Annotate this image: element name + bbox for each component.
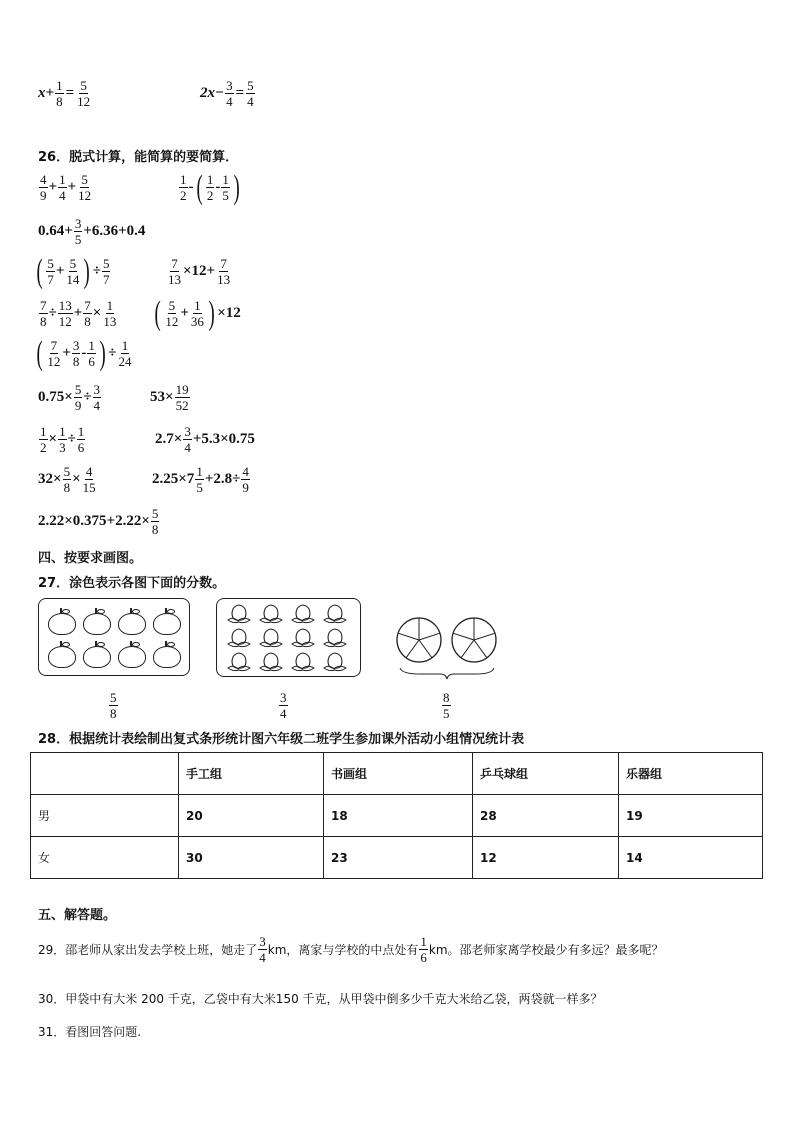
table-row bbox=[31, 795, 763, 837]
section-4-heading: 四、按要求画图。 bbox=[38, 551, 143, 566]
peach-icon bbox=[322, 603, 348, 625]
problem-7: ( $\frac{5}{12}$ + $\frac{1}{36}$ ) ×12 bbox=[154, 294, 241, 332]
fraction: $\frac{5}{4}$ bbox=[247, 78, 254, 109]
question-31: 31．看图回答问题. bbox=[38, 1025, 142, 1039]
question-27: 27．涂色表示各图下面的分数。 bbox=[38, 576, 226, 591]
table-header-cell bbox=[31, 753, 179, 795]
peach-icon bbox=[258, 651, 284, 673]
apple-icon bbox=[48, 646, 76, 668]
table-header-row bbox=[31, 753, 763, 795]
table-cell: 28 bbox=[473, 795, 619, 837]
peach-icon bbox=[258, 603, 284, 625]
problem-4: ( $\frac{5}{7}$ + $\frac{5}{14}$ ) ÷ $\frac{5}{7}$ bbox=[36, 252, 110, 290]
problem-6: $\frac{7}{8}$ ÷ $\frac{13}{12}$ + $\frac{7}{8}$ × $\frac{1}{13}$ bbox=[40, 298, 117, 329]
table-cell: 男 bbox=[31, 795, 179, 837]
table-cell: 14 bbox=[619, 837, 763, 879]
problem-9: 0.75× $\frac{5}{9}$ ÷ $\frac{3}{4}$ bbox=[38, 382, 101, 413]
problem-13: 32× $\frac{5}{8}$ × $\frac{4}{15}$ bbox=[38, 464, 96, 495]
table-header-cell: 乒乓球组 bbox=[473, 753, 619, 795]
table-cell: 20 bbox=[179, 795, 324, 837]
peach-icon bbox=[290, 603, 316, 625]
apple-icon bbox=[83, 646, 111, 668]
problem-14: 2.25×7 $\frac{1}{5}$ +2.8÷ $\frac{4}{9}$ bbox=[152, 464, 249, 495]
circles-figure bbox=[390, 610, 510, 680]
apple-icon bbox=[48, 613, 76, 635]
apple-icon bbox=[153, 646, 181, 668]
fraction: $\frac{3}{4}$ bbox=[226, 78, 233, 109]
question-29: 29．邵老师从家出发去学校上班，她走了 $\frac{3}{4}$ km，离家与学校的中点处有 $\frac{1}{6}$ km。邵老师家离学校最少有多远？最多呢？ bbox=[38, 934, 664, 965]
problem-10: 53× $\frac{19}{52}$ bbox=[150, 382, 189, 413]
problem-5: $\frac{7}{13}$ ×12+ $\frac{7}{13}$ bbox=[168, 256, 231, 287]
apple-icon bbox=[153, 613, 181, 635]
table-header-cell: 书画组 bbox=[324, 753, 473, 795]
question-28: 28．根据统计表绘制出复式条形统计图六年级二班学生参加课外活动小组情况统计表 bbox=[38, 732, 525, 747]
table-header-cell: 乐器组 bbox=[619, 753, 763, 795]
fraction-label-1: $\frac{5}{8}$ bbox=[110, 690, 117, 721]
problem-1: $\frac{4}{9}$ + $\frac{1}{4}$ + $\frac{5}{12}$ bbox=[40, 172, 92, 203]
peach-icon bbox=[258, 627, 284, 649]
peach-icon bbox=[322, 651, 348, 673]
fraction-label-2: $\frac{3}{4}$ bbox=[280, 690, 287, 721]
question-26: 26．脱式计算，能简算的要简算． bbox=[38, 150, 239, 165]
peach-icon bbox=[226, 651, 252, 673]
problem-3: 0.64+ $\frac{3}{5}$ +6.36+0.4 bbox=[38, 216, 146, 247]
section-5-heading: 五、解答题。 bbox=[38, 908, 117, 923]
peach-icon bbox=[226, 603, 252, 625]
brace bbox=[400, 668, 494, 679]
table-cell: 19 bbox=[619, 795, 763, 837]
problem-11: $\frac{1}{2}$ × $\frac{1}{3}$ ÷ $\frac{1}{6}$ bbox=[40, 424, 85, 455]
circle-1 bbox=[397, 618, 441, 662]
fraction: $\frac{1}{8}$ bbox=[56, 78, 63, 109]
apple-icon bbox=[83, 613, 111, 635]
table-cell: 23 bbox=[324, 837, 473, 879]
equation-2: 2x− $\frac{3}{4}$ = $\frac{5}{4}$ bbox=[200, 78, 254, 109]
problem-15: 2.22×0.375+2.22× $\frac{5}{8}$ bbox=[38, 506, 159, 537]
table-cell: 女 bbox=[31, 837, 179, 879]
table-cell: 30 bbox=[179, 837, 324, 879]
circle-2 bbox=[452, 618, 496, 662]
fraction-label-3: $\frac{8}{5}$ bbox=[443, 690, 450, 721]
apple-icon bbox=[118, 613, 146, 635]
table-cell: 12 bbox=[473, 837, 619, 879]
table-header-cell: 手工组 bbox=[179, 753, 324, 795]
apple-icon bbox=[118, 646, 146, 668]
peach-icon bbox=[322, 627, 348, 649]
fraction: $\frac{5}{12}$ bbox=[77, 78, 91, 109]
peach-icon bbox=[226, 627, 252, 649]
peach-icon bbox=[290, 627, 316, 649]
problem-8: ( $\frac{7}{12}$ + $\frac{3}{8}$ - $\frac{1}{6}$ ) ÷ $\frac{1}{24}$ bbox=[36, 334, 132, 372]
peach-icon bbox=[290, 651, 316, 673]
question-30: 30．甲袋中有大米 200 千克，乙袋中有大米150 千克，从甲袋中倒多少千克大米给乙袋，两袋就一样多？ bbox=[38, 992, 603, 1006]
problem-2: $\frac{1}{2}$ - ( $\frac{1}{2}$ - $\frac{1}{5}$ ) bbox=[180, 168, 240, 206]
equation-1: x+ $\frac{1}{8}$ = $\frac{5}{12}$ bbox=[38, 78, 91, 109]
stats-table bbox=[30, 752, 763, 879]
table-row bbox=[31, 837, 763, 879]
table-cell: 18 bbox=[324, 795, 473, 837]
problem-12: 2.7× $\frac{3}{4}$ +5.3×0.75 bbox=[155, 424, 255, 455]
